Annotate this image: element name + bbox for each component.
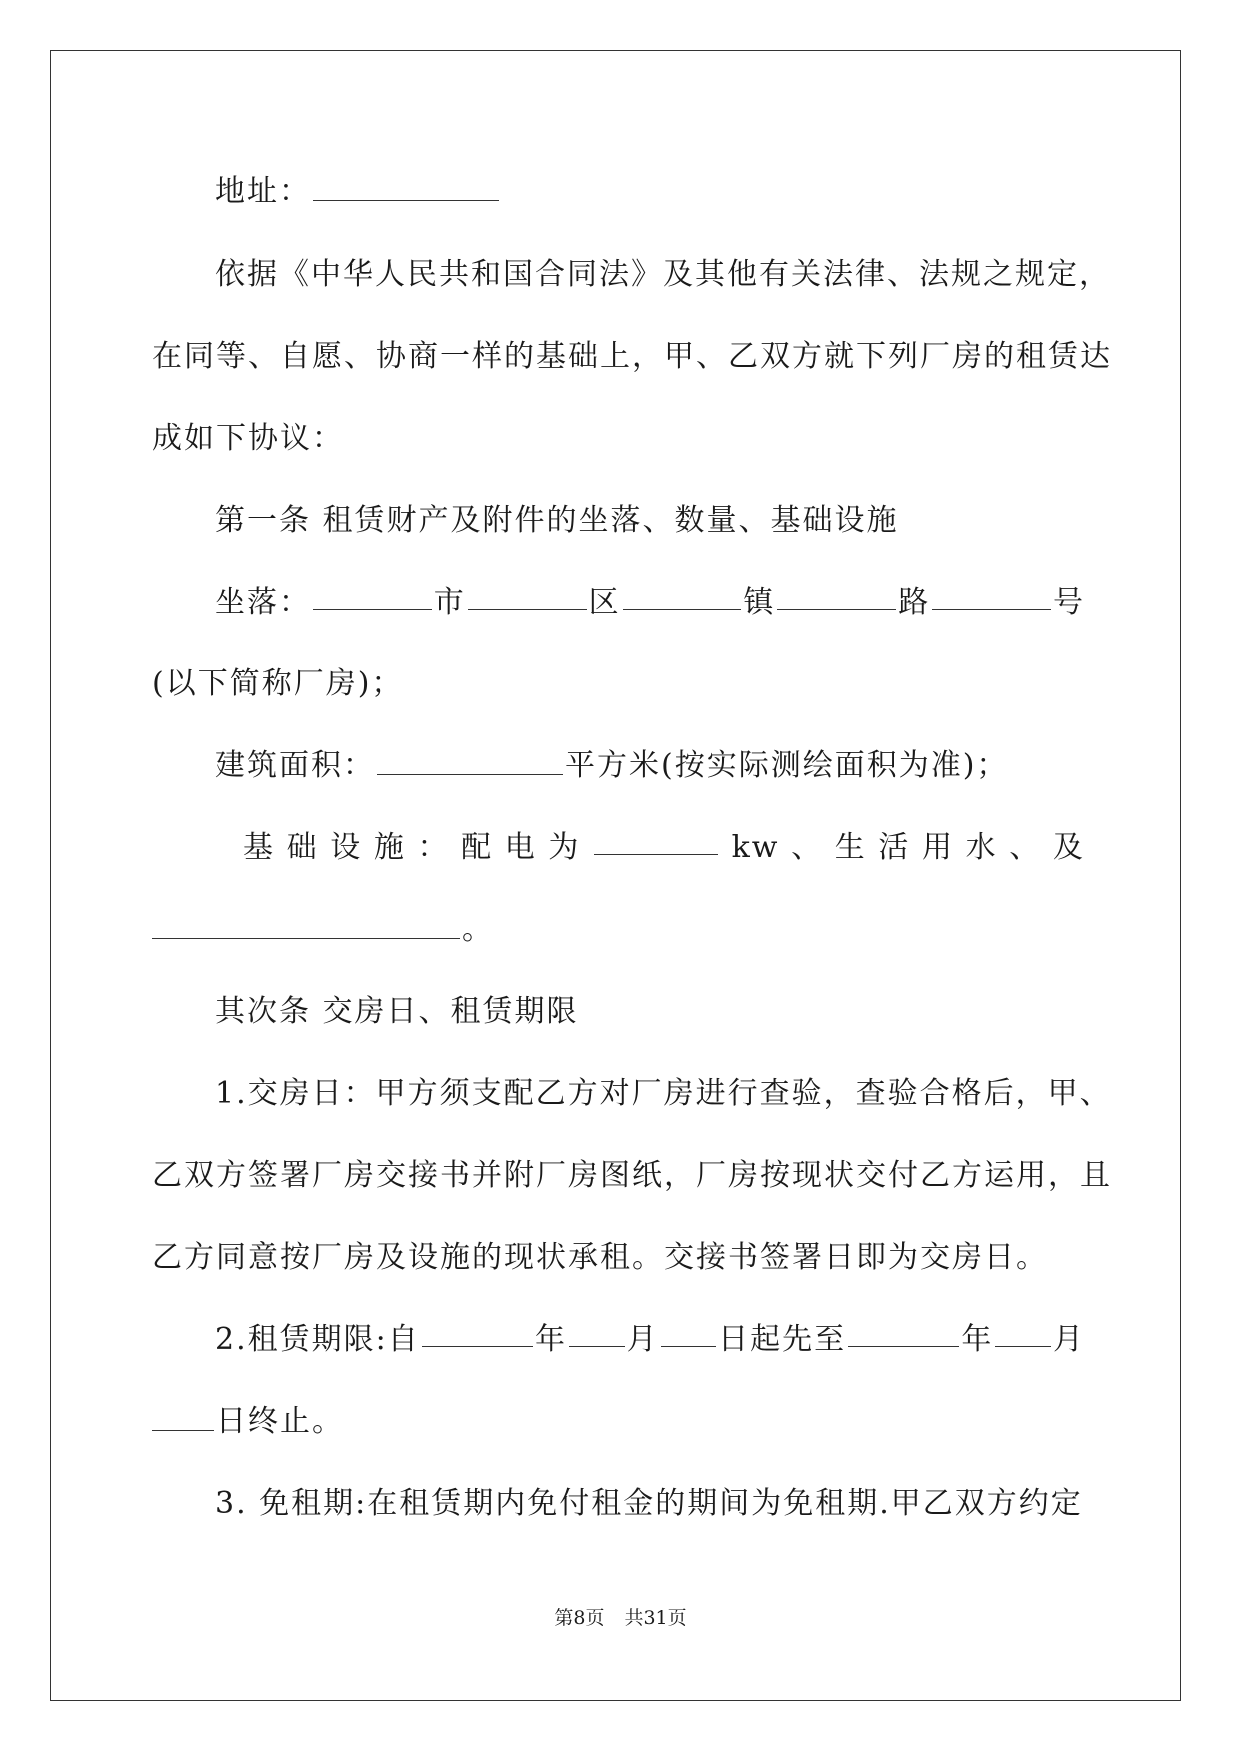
item2-line-1 xyxy=(215,1320,1085,1360)
end-month-blank xyxy=(995,1320,1051,1347)
year-label: 年 xyxy=(534,1322,567,1357)
start-day-blank xyxy=(661,1320,717,1347)
area-label: 建筑面积： xyxy=(215,748,375,783)
facilities-char: 水 xyxy=(965,830,998,865)
area-blank xyxy=(377,748,563,775)
intro-line-2: 在同等、自愿、协商一样的基础上，甲、乙双方就下列厂房的租赁达 xyxy=(152,339,1112,374)
year2-label: 年 xyxy=(961,1322,994,1357)
item1-line-2: 乙双方签署厂房交接书并附厂房图纸，厂房按现状交付乙方运用，且 xyxy=(152,1158,1112,1193)
item3-line-1: 3. 免租期:在租赁期内免付租金的期间为免租期.甲乙双方约定 xyxy=(215,1486,1083,1521)
intro-line-3: 成如下协议： xyxy=(152,421,344,456)
page-number: 第8页 xyxy=(554,1607,605,1629)
location-note: (以下简称厂房)； xyxy=(152,666,404,701)
kw-unit: kw xyxy=(731,830,780,865)
item2-line-2 xyxy=(152,1402,1082,1442)
address-label: 地址： xyxy=(215,174,311,209)
start-month-blank xyxy=(569,1320,625,1347)
article1-title: 第一条 租赁财产及附件的坐落、数量、基础设施 xyxy=(215,503,899,538)
city-blank xyxy=(313,583,432,610)
location-line xyxy=(215,583,1085,623)
facilities-char: 、 xyxy=(1009,830,1042,865)
town-label: 镇 xyxy=(743,585,776,620)
facilities-char: 生 xyxy=(834,830,867,865)
location-label: 坐落： xyxy=(215,585,311,620)
facilities-char: 础 xyxy=(286,830,319,865)
start-year-blank xyxy=(422,1320,533,1347)
number-blank xyxy=(932,583,1051,610)
facilities-line-2 xyxy=(152,910,1082,950)
district-label: 区 xyxy=(588,585,621,620)
facilities-line xyxy=(243,828,1085,868)
power-blank xyxy=(594,828,718,855)
facilities-char: 施 xyxy=(373,830,406,865)
day-from-label: 日起先至 xyxy=(718,1322,847,1357)
facilities-char: 设 xyxy=(330,830,363,865)
facilities-char: 电 xyxy=(504,830,537,865)
item1-line-3: 乙方同意按厂房及设施的现状承租。交接书签署日即为交房日。 xyxy=(152,1240,1048,1275)
facilities-char: 及 xyxy=(1052,830,1085,865)
month-label: 月 xyxy=(626,1322,659,1357)
facilities-char: 配 xyxy=(461,830,494,865)
road-label: 路 xyxy=(898,585,931,620)
term-label: 2.租赁期限:自 xyxy=(215,1322,420,1357)
page-footer xyxy=(0,1606,1241,1630)
end-year-blank xyxy=(848,1320,959,1347)
page-total: 共31页 xyxy=(624,1607,687,1629)
page-border xyxy=(50,50,1181,1701)
article2-title: 其次条 交房日、租赁期限 xyxy=(215,994,579,1029)
area-suffix: 平方米(按实际测绘面积为准)； xyxy=(565,748,1009,783)
city-label: 市 xyxy=(433,585,466,620)
area-line xyxy=(215,746,1145,786)
item1-line-1: 1.交房日：甲方须支配乙方对厂房进行查验，查验合格后，甲、 xyxy=(215,1076,1112,1111)
facilities-char: ： xyxy=(417,830,450,865)
facilities-blank xyxy=(152,912,460,939)
number-label: 号 xyxy=(1052,585,1085,620)
facilities-char: 、 xyxy=(791,830,824,865)
month2-label: 月 xyxy=(1053,1322,1085,1357)
intro-line-1: 依据《中华人民共和国合同法》及其他有关法律、法规之规定， xyxy=(215,257,1111,292)
road-blank xyxy=(777,583,896,610)
facilities-char: 基 xyxy=(243,830,275,865)
town-blank xyxy=(623,583,742,610)
address-line xyxy=(215,172,1145,212)
facilities-char: 活 xyxy=(878,830,911,865)
facilities-char: 用 xyxy=(921,830,954,865)
term-end: 日终止。 xyxy=(216,1404,344,1439)
address-blank xyxy=(313,174,499,201)
facilities-end: 。 xyxy=(462,912,494,947)
district-blank xyxy=(468,583,587,610)
end-day-blank xyxy=(152,1404,214,1431)
facilities-char: 为 xyxy=(548,830,581,865)
